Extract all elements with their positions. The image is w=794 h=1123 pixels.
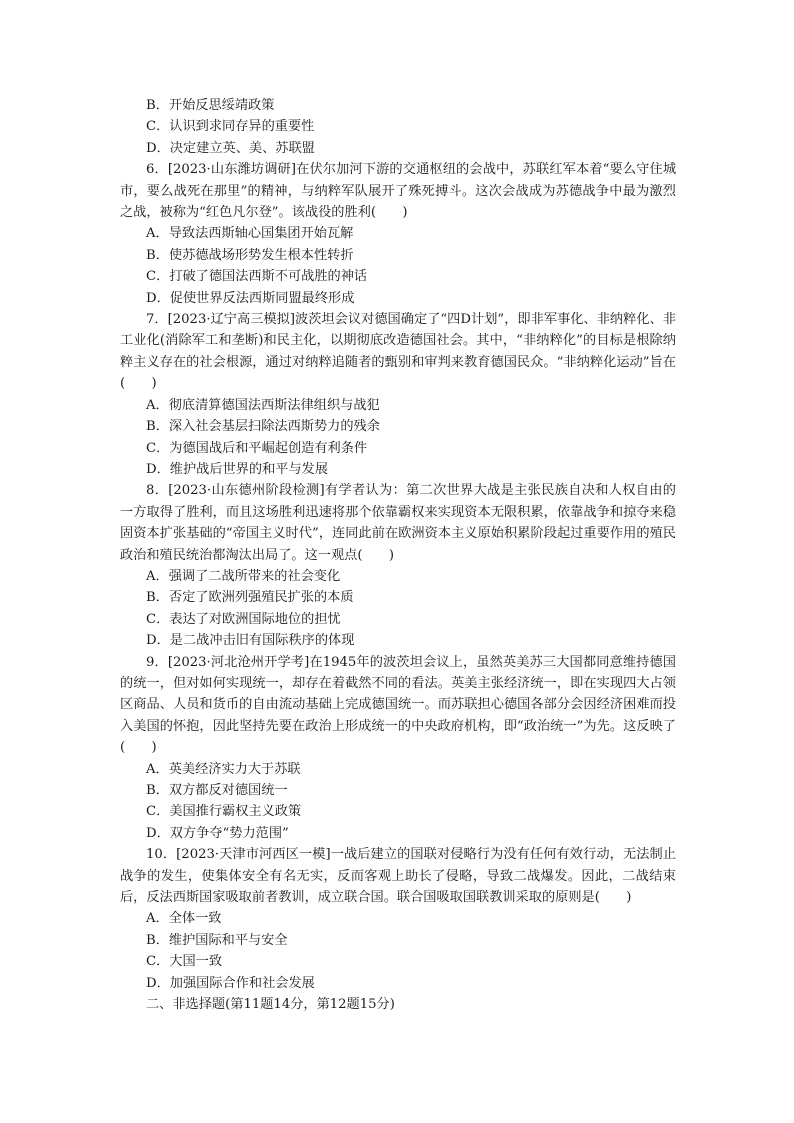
question-8-stem: 8．[2023·山东德州阶段检测]有学者认为：第二次世界大战是主张民族自决和人权自由的一方取得了胜利，而且这场胜利迅速将那个依靠霸权来实现资本无限积累，依靠战争和掠夺来稳固资本扩张基础的“帝国主义时代”，连同此前在欧洲资本主义原始积累阶段起过重要作用的殖民政治和殖民统治都淘汰出局了。这一观点( ) bbox=[120, 483, 676, 563]
option-d: D．是二战冲击旧有国际秩序的体现 bbox=[146, 633, 355, 649]
question-5-options bbox=[120, 95, 676, 159]
question-10 bbox=[120, 844, 676, 994]
option-c: C．大国一致 bbox=[146, 954, 223, 970]
option-a: A．导致法西斯轴心国集团开始瓦解 bbox=[146, 226, 354, 242]
question-7 bbox=[120, 309, 676, 480]
option-b: B．否定了欧洲列强殖民扩张的本质 bbox=[146, 590, 354, 606]
option-a: A．彻底清算德国法西斯法律组织与战犯 bbox=[146, 397, 380, 413]
question-6 bbox=[120, 159, 676, 309]
option-b: B．双方都反对德国统一 bbox=[146, 783, 288, 798]
option-d: D．维护战后世界的和平与发展 bbox=[146, 461, 329, 477]
option-c: C．为德国战后和平崛起创造有利条件 bbox=[146, 440, 368, 456]
option-c: C．认识到求同存异的重要性 bbox=[146, 119, 315, 135]
option-c: C．美国推行霸权主义政策 bbox=[146, 804, 302, 820]
question-7-stem: 7．[2023·辽宁高三模拟]波茨坦会议对德国确定了“四D计划”，即非军事化、非纳粹化、非工业化(消除军工和垄断)和民主化，以期彻底改造德国社会。其中，“非纳粹化”的目标是根除纳粹主义存在的社会根源，通过对纳粹追随者的甄别和审判来教育德国民众。“非纳粹化运动”旨在( ) bbox=[120, 312, 676, 392]
question-9-stem: 9．[2023·河北沧州开学考]在1945年的波茨坦会议上，虽然英美苏三大国都同意维持德国的统一，但对如何实现统一，却存在着截然不同的看法。英美主张经济统一，即在实现四大占领区商品、人员和货币的自由流动基础上完成德国统一。而苏联担心德国各部分会因经济困难而投入美国的怀抱，因此坚持先要在政治上形成统一的中央政府机构，即“政治统一”为先。这反映了( ) bbox=[120, 654, 676, 756]
option-a: A．强调了二战所带来的社会变化 bbox=[146, 568, 341, 584]
option-b: B．使苏德战场形势发生根本性转折 bbox=[146, 247, 354, 263]
option-d: D．促使世界反法西斯同盟最终形成 bbox=[146, 290, 355, 306]
question-10-stem: 10．[2023·天津市河西区一模]一战后建立的国联对侵略行为没有任何有效行动，无法制止战争的发生，使集体安全有名无实，反而客观上助长了侵略，导致二战爆发。因此，二战结束后，反法西斯国家吸取前者教训，成立联合国。联合国吸取国联教训采取的原则是( ) bbox=[120, 847, 676, 906]
question-9 bbox=[120, 652, 676, 845]
option-c: C．打破了德国法西斯不可战胜的神话 bbox=[146, 269, 368, 285]
question-8 bbox=[120, 480, 676, 651]
question-6-stem: 6．[2023·山东潍坊调研]在伏尔加河下游的交通枢纽的会战中，苏联红军本着“要么守住城市，要么战死在那里”的精神，与纳粹军队展开了殊死搏斗。这次会战成为苏德战争中最为激烈之战，被称为“红色凡尔登”。该战役的胜利( ) bbox=[120, 162, 676, 221]
question-list bbox=[120, 95, 676, 1015]
option-d: D．决定建立英、美、苏联盟 bbox=[146, 140, 315, 156]
option-d: D．加强国际合作和社会发展 bbox=[146, 975, 315, 991]
section-heading: 二、非选择题(第11题14分，第12题15分) bbox=[146, 997, 395, 1013]
option-a: A．全体一致 bbox=[146, 911, 222, 927]
option-b: B．深入社会基层扫除法西斯势力的残余 bbox=[146, 419, 380, 435]
option-d: D．双方争夺“势力范围” bbox=[146, 825, 289, 841]
option-c: C．表达了对欧洲国际地位的担忧 bbox=[146, 611, 341, 627]
option-a: A．英美经济实力大于苏联 bbox=[146, 761, 301, 777]
option-b: B．维护国际和平与安全 bbox=[146, 932, 288, 948]
option-b: B．开始反思绥靖政策 bbox=[146, 98, 275, 113]
